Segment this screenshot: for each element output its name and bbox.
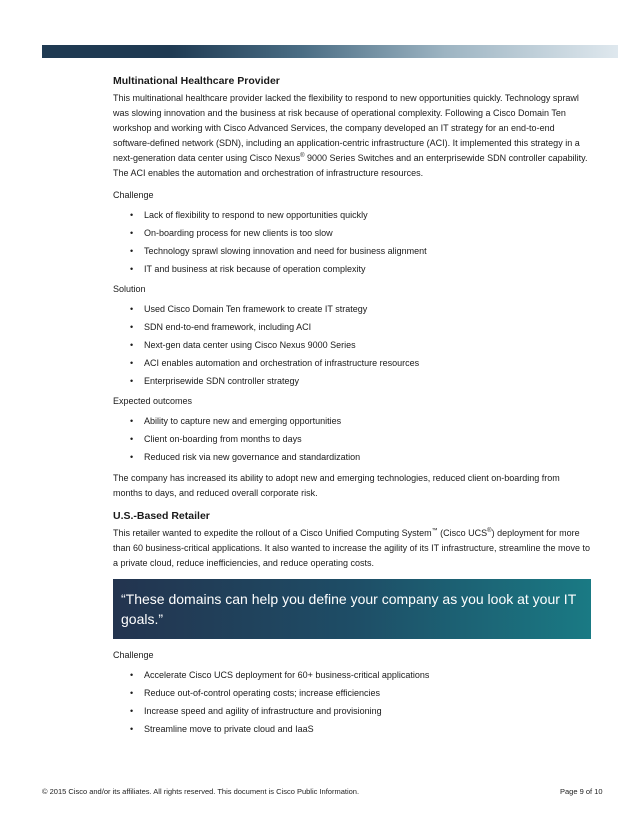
list-item: • Client on-boarding from months to days [130,434,302,444]
healthcare-intro-paragraph: This multinational healthcare provider lacked the flexibility to respond to new opportunities quickly. Technology sprawl was slowing innovation and the business at risk because of operational complexity. Following a Cisco Domain Ten workshop and working with Cisco Advanced Services, the company developed an IT strategy for an end-to-end software-defined network (SDN), including an application-centric infrastructure (ACI). It implemented this strategy in a next-generation data center using Cisco Nexus® 9000 Series Switches and an enterprisewide SDN controller capability. The ACI enables the automation and orchestration of infrastructure resources. [113,93,588,178]
expected-outcomes-label: Expected outcomes [113,396,193,406]
bullet-icon: • [130,452,134,462]
section-title-healthcare: Multinational Healthcare Provider [113,75,280,87]
healthcare-summary-paragraph: The company has increased its ability to adopt new and emerging technologies, reduced client on-boarding from months to days, and reduced overall corporate risk. [113,473,560,498]
registered-mark: ® [300,153,305,159]
list-item: • Accelerate Cisco UCS deployment for 60+ business-critical applications [130,670,430,680]
bullet-icon: • [130,416,134,426]
retailer-intro-paragraph: This retailer wanted to expedite the rollout of a Cisco Unified Computing System™ (Cisco UCS®) deployment for more than 60 business-critical applications. It also wanted to increase the agility of its IT infrastructure, streamline the move to a private cloud, reduce inefficiencies, and reduce operating costs. [113,528,591,568]
bullet-icon: • [130,670,134,680]
list-item: • Next-gen data center using Cisco Nexus 9000 Series [130,340,356,350]
list-item: • SDN end-to-end framework, including ACI [130,322,312,332]
list-item: • Enterprisewide SDN controller strategy [130,376,300,386]
list-item: • Technology sprawl slowing innovation and need for business alignment [130,246,427,256]
challenge-label: Challenge [113,650,154,660]
list-item: • Reduced risk via new governance and standardization [130,452,361,462]
copyright-notice: © 2015 Cisco and/or its affiliates. All rights reserved. This document is Cisco Public Information. [42,787,360,796]
bullet-icon: • [130,210,134,220]
list-item: • Increase speed and agility of infrastructure and provisioning [130,706,382,716]
bullet-icon: • [130,228,134,238]
trademark-mark: ™ [431,528,438,534]
header-gradient-bar [42,45,618,58]
list-item: • Streamline move to private cloud and IaaS [130,724,314,734]
retailer-challenge-list [113,669,591,736]
outcomes-list [113,415,591,464]
bullet-icon: • [130,246,134,256]
pull-quote: “These domains can help you define your company as you look at your IT goals.” [113,579,591,639]
registered-mark: ® [487,528,492,534]
list-item: • IT and business at risk because of operation complexity [130,264,366,274]
bullet-icon: • [130,724,134,734]
list-item: • Lack of flexibility to respond to new opportunities quickly [130,210,368,220]
bullet-icon: • [130,340,134,350]
bullet-icon: • [130,304,134,314]
list-item: • Reduce out-of-control operating costs; increase efficiencies [130,688,380,698]
solution-label: Solution [113,284,146,294]
challenge-list [113,209,591,276]
bullet-icon: • [130,688,134,698]
bullet-icon: • [130,264,134,274]
bullet-icon: • [130,358,134,368]
page-content [113,74,591,743]
page-number: Page 9 of 10 [560,787,603,796]
list-item: • On-boarding process for new clients is too slow [130,228,333,238]
list-item: • Ability to capture new and emerging opportunities [130,416,342,426]
solution-list [113,303,591,388]
bullet-icon: • [130,706,134,716]
list-item: • ACI enables automation and orchestration of infrastructure resources [130,358,420,368]
challenge-label: Challenge [113,190,154,200]
list-item: • Used Cisco Domain Ten framework to create IT strategy [130,304,368,314]
bullet-icon: • [130,434,134,444]
section-title-retailer: U.S.-Based Retailer [113,510,210,522]
bullet-icon: • [130,322,134,332]
bullet-icon: • [130,376,134,386]
